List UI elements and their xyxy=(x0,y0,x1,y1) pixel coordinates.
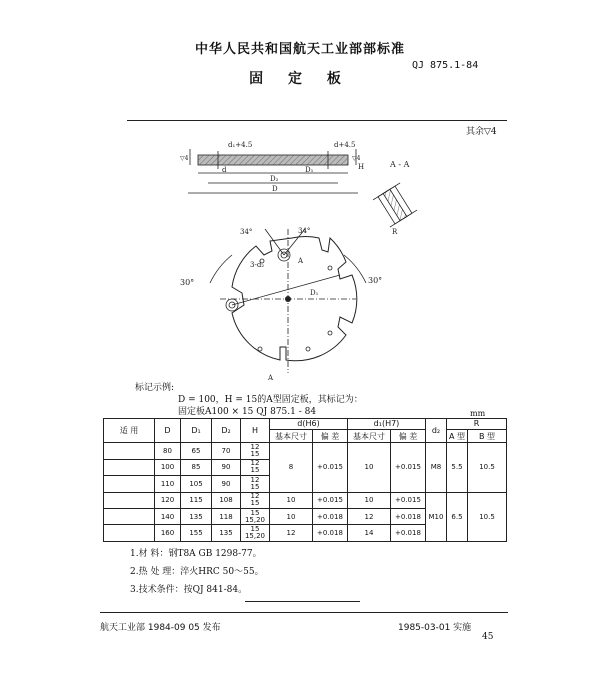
cell-D: 120 xyxy=(155,492,181,508)
cell-D2: 90 xyxy=(212,476,241,492)
cell-H-b: 15 xyxy=(250,466,260,475)
cell-d-dev: +0.018 xyxy=(312,509,347,525)
cell-d-dev: +0.015 xyxy=(312,443,347,492)
angle-34-left: 34° xyxy=(240,228,253,236)
cell-D: 80 xyxy=(155,443,181,459)
cell-Ra: 6.5 xyxy=(447,492,468,541)
cell-H-a: 12 xyxy=(250,459,260,468)
col-header-H: H xyxy=(241,419,270,443)
marking-example-line1: D = 100，H = 15的A型固定板，其标记为： xyxy=(178,395,363,405)
col-header-d1-dev: 偏 差 xyxy=(390,429,425,442)
slope-left-label: ▽4 xyxy=(180,155,189,162)
dim-D1-label: D₁ xyxy=(305,166,314,174)
slope-right-label: ▽4 xyxy=(352,155,361,162)
effective-date: 1985-03-01 实施 xyxy=(398,623,472,633)
technical-drawing xyxy=(180,133,500,393)
cell-D: 110 xyxy=(155,476,181,492)
section-R-label: R xyxy=(392,228,398,236)
angle-30-left: 30° xyxy=(180,278,195,287)
dim-H-label: H xyxy=(358,163,365,171)
section-a-a xyxy=(373,160,417,236)
cell-d1-dev: +0.015 xyxy=(390,492,425,508)
col-header-d1: d₁(H7) xyxy=(347,419,425,430)
angle-34-right: 34° xyxy=(298,227,311,235)
marking-example-label: 标记示例: xyxy=(135,383,175,393)
thread-note: 3-d₂ xyxy=(250,261,265,269)
surface-roughness-note: 其余▽4 xyxy=(466,127,497,137)
notes-end-rule xyxy=(245,601,360,602)
cell-D2: 108 xyxy=(212,492,241,508)
cell-d1: 12 xyxy=(347,509,390,525)
angle-30-right: 30° xyxy=(368,276,383,285)
cell-D2: 118 xyxy=(212,509,241,525)
cell-d1-dev: +0.015 xyxy=(390,443,425,492)
col-header-D2: D₂ xyxy=(212,419,241,443)
col-header-Ra: A 型 xyxy=(447,429,468,442)
cell-H-b: 15 xyxy=(250,449,260,458)
col-header-type: 适 用 xyxy=(104,419,155,443)
header-rule xyxy=(127,120,507,121)
section-label: A - A xyxy=(390,160,410,169)
section-mark-bottom: A xyxy=(268,374,274,382)
cell-d: 10 xyxy=(270,492,313,508)
cell-D2: 135 xyxy=(212,525,241,542)
cell-H-b: 15 xyxy=(250,482,260,491)
cell-H-a: 12 xyxy=(250,492,260,501)
table-row xyxy=(104,443,507,459)
dim-d-label: d xyxy=(222,166,227,174)
cell-D: 160 xyxy=(155,525,181,542)
cell-D1: 155 xyxy=(181,525,212,542)
cell-D1: 115 xyxy=(181,492,212,508)
footer-rule xyxy=(100,612,508,613)
col-header-D1: D₁ xyxy=(181,419,212,443)
top-view xyxy=(180,227,382,382)
cell-D1: 85 xyxy=(181,459,212,475)
cell-Rb: 10.5 xyxy=(468,492,507,541)
cell-D: 140 xyxy=(155,509,181,525)
cell-D2: 70 xyxy=(212,443,241,459)
dim-d2-label: d+4.5 xyxy=(334,141,356,149)
cell-D1: 135 xyxy=(181,509,212,525)
marking-example-line2: 固定板A100 × 15 QJ 875.1 - 84 xyxy=(178,407,317,417)
cell-d1: 10 xyxy=(347,492,390,508)
dim-D1-top-label: D₁ xyxy=(310,289,319,297)
cell-D: 100 xyxy=(155,459,181,475)
table-row xyxy=(104,492,507,508)
cell-d: 10 xyxy=(270,509,313,525)
col-header-d: d(H6) xyxy=(270,419,348,430)
cell-d2: M10 xyxy=(426,492,447,541)
dim-D-label: D xyxy=(272,185,278,193)
cell-d2: M8 xyxy=(426,443,447,492)
col-header-d2: d₂ xyxy=(426,419,447,443)
col-header-D: D xyxy=(155,419,181,443)
col-header-d-dev: 偏 差 xyxy=(312,429,347,442)
note-technical-conditions: 3.技术条件：按QJ 841-84。 xyxy=(130,585,248,595)
cell-d1: 14 xyxy=(347,525,390,542)
cell-H-a: 12 xyxy=(250,475,260,484)
cell-D1: 105 xyxy=(181,476,212,492)
col-header-d1-base: 基本尺寸 xyxy=(347,429,390,442)
cell-H-b: 15,20 xyxy=(244,532,266,541)
page-number: 45 xyxy=(482,632,494,642)
cell-d1-dev: +0.018 xyxy=(390,509,425,525)
col-header-d-base: 基本尺寸 xyxy=(270,429,313,442)
col-header-Rb: B 型 xyxy=(468,429,507,442)
dim-d1-label: d₁+4.5 xyxy=(228,141,253,149)
section-mark-top: A xyxy=(298,257,304,265)
issue-info: 航天工业部 1984-09 05 发布 xyxy=(100,623,221,633)
cell-H-b: 15 xyxy=(250,499,260,508)
note-heat-treatment: 2.热 处 理：淬火HRC 50～55。 xyxy=(130,567,264,577)
cell-d: 8 xyxy=(270,443,313,492)
cell-d-dev: +0.018 xyxy=(312,525,347,542)
cell-Rb: 10.5 xyxy=(468,443,507,492)
cell-d-dev: +0.015 xyxy=(312,492,347,508)
dim-D2-label: D₂ xyxy=(270,175,279,183)
cell-H-b: 15,20 xyxy=(244,515,266,524)
cell-d1-dev: +0.018 xyxy=(390,525,425,542)
note-material: 1.材 料：钢T8A GB 1298-77。 xyxy=(130,549,262,559)
cell-D1: 65 xyxy=(181,443,212,459)
page-title: 固 定 板 xyxy=(249,71,351,87)
cell-D2: 90 xyxy=(212,459,241,475)
side-view xyxy=(180,141,364,193)
dimension-table xyxy=(103,418,507,542)
col-header-R: R xyxy=(447,419,507,430)
standard-code: QJ 875.1-84 xyxy=(412,60,479,71)
units-label: mm xyxy=(470,409,486,418)
cell-d1: 10 xyxy=(347,443,390,492)
cell-Ra: 5.5 xyxy=(447,443,468,492)
standard-organization: 中华人民共和国航天工业部部标准 xyxy=(194,42,405,57)
cell-H-a: 15 xyxy=(250,508,260,517)
cell-H-a: 12 xyxy=(250,442,260,451)
cell-d: 12 xyxy=(270,525,313,542)
cell-H-a: 15 xyxy=(250,525,260,534)
